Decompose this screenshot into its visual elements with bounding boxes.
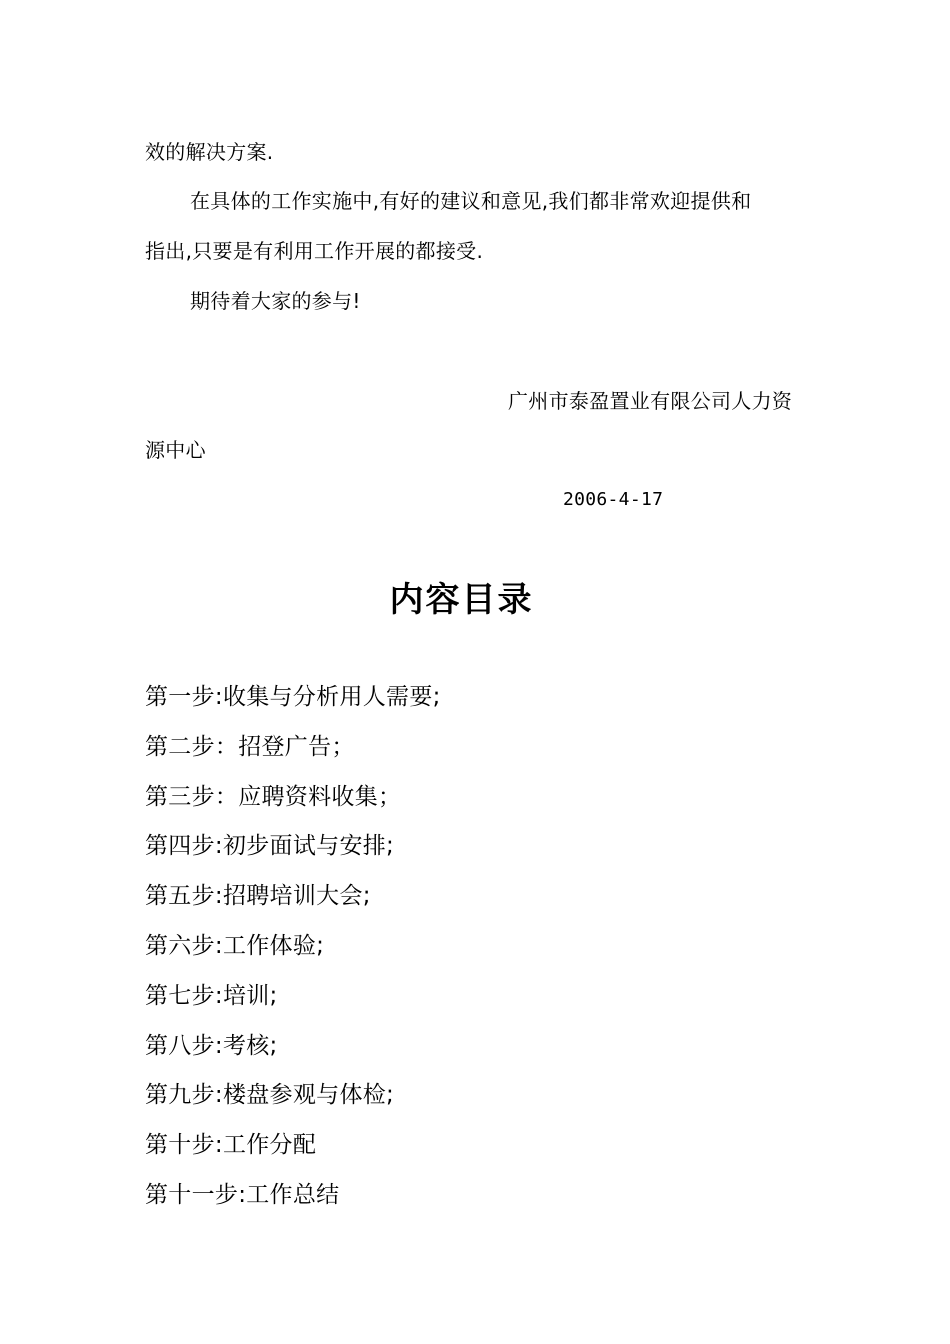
toc-item: 第一步:收集与分析用人需要; xyxy=(145,684,441,710)
toc-title: 内容目录 xyxy=(389,580,534,620)
toc-item: 第二步：招登广告； xyxy=(145,733,355,760)
toc-item: 第十步:工作分配 xyxy=(145,1132,317,1159)
toc-item: 第七步:培训; xyxy=(145,982,278,1009)
toc-item: 第五步:招聘培训大会; xyxy=(145,883,371,910)
toc-item: 第九步:楼盘参观与体检; xyxy=(145,1082,395,1109)
toc-item: 第四步:初步面试与安排; xyxy=(145,833,395,860)
signature-date: 2006-4-17 xyxy=(563,489,664,510)
toc-item: 第十一步:工作总结 xyxy=(145,1181,340,1208)
toc-list xyxy=(145,684,441,1232)
toc-item: 第六步:工作体验; xyxy=(145,932,325,959)
paragraph-suggestions-line-1: 在具体的工作实施中,有好的建议和意见,我们都非常欢迎提供和 xyxy=(190,189,752,213)
signature-org-line-1: 广州市泰盈置业有限公司人力资 xyxy=(508,389,793,413)
toc-item: 第八步:考核; xyxy=(145,1032,278,1059)
paragraph-continuation: 效的解决方案. xyxy=(145,140,274,164)
paragraph-suggestions-line-2: 指出,只要是有利用工作开展的都接受. xyxy=(145,239,484,263)
paragraph-closing: 期待着大家的参与! xyxy=(190,289,361,313)
toc-item: 第三步：应聘资料收集； xyxy=(145,783,402,810)
signature-org-line-2: 源中心 xyxy=(145,438,206,462)
